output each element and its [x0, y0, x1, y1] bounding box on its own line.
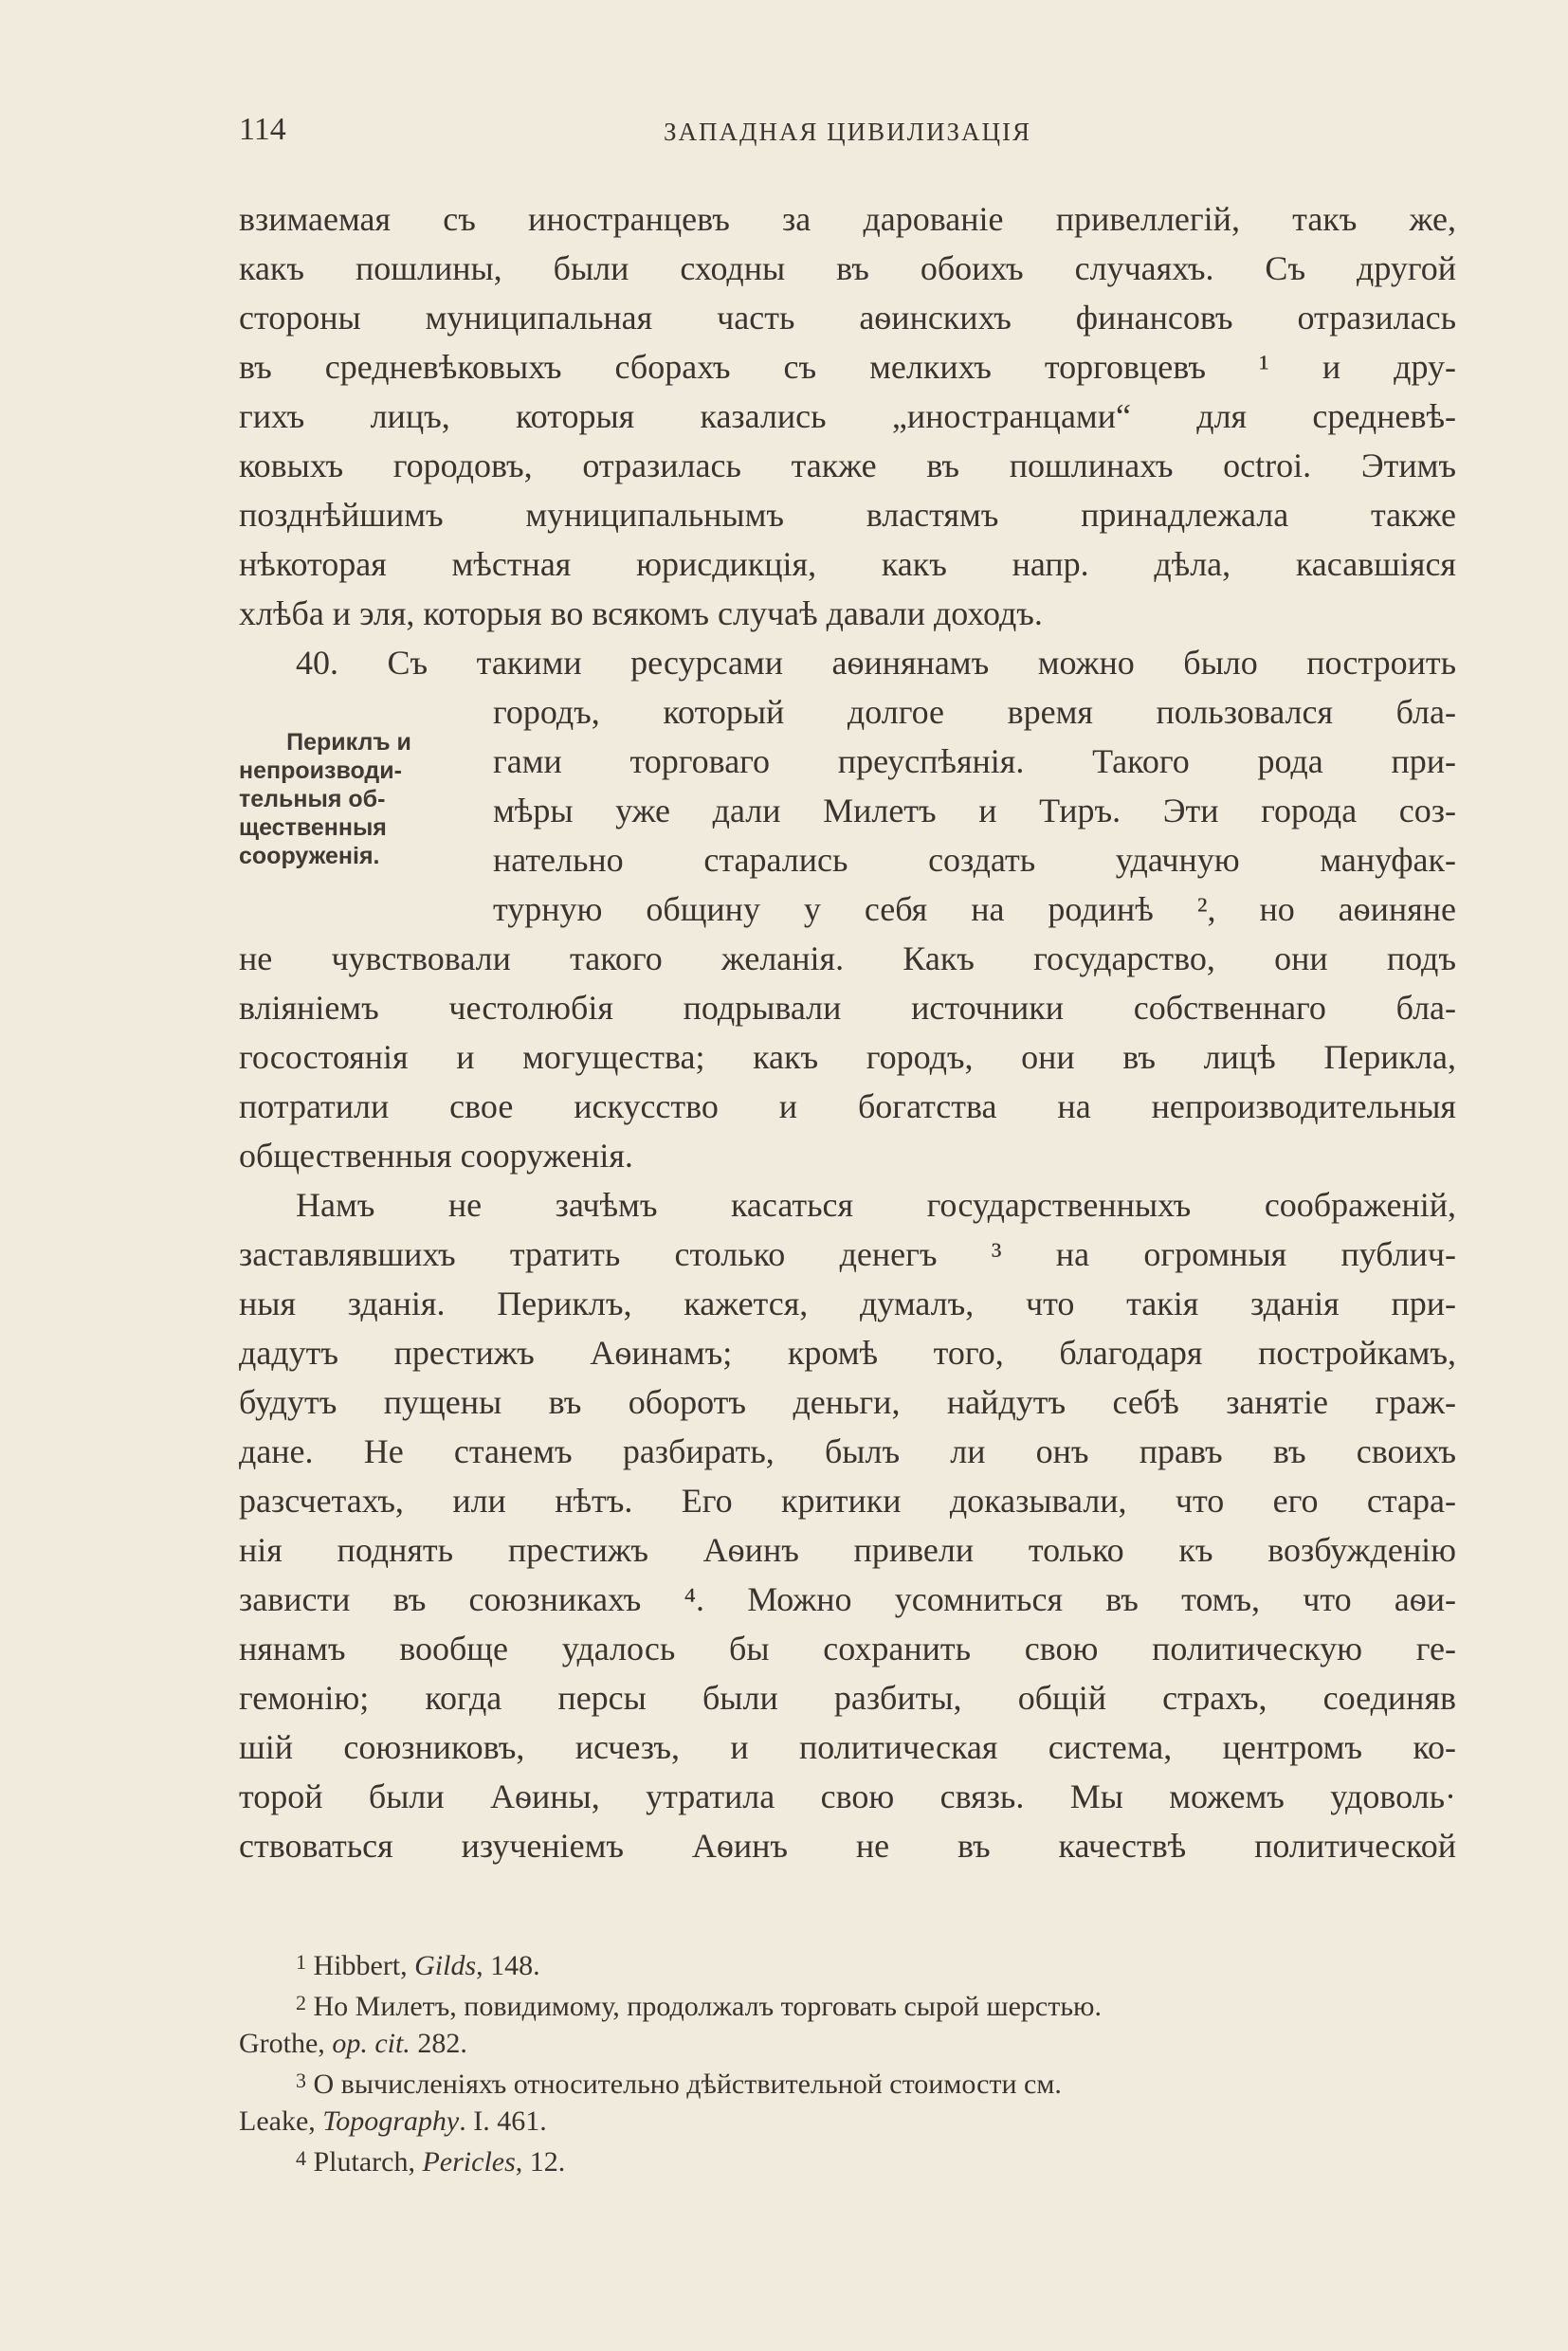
text-line: въ средневѣковыхъ сборахъ съ мелкихъ торговцевъ ¹ и дру- [239, 348, 1456, 386]
text-line: 40. Съ такими ресурсами аѳинянамъ можно было построить [296, 644, 1456, 682]
footnote-2 [239, 1984, 1456, 2062]
footnote-italic: Pericles [422, 2146, 516, 2178]
footnote-3 [239, 2062, 1456, 2140]
footnote-line [239, 2025, 1456, 2062]
margin-note-line: тельныя об- [239, 786, 386, 812]
footnote-line [239, 2062, 1456, 2103]
text-line: не чувствовали такого желанія. Какъ государство, они подъ [239, 939, 1456, 977]
footnotes [239, 1943, 1456, 2180]
page-number: 114 [239, 112, 286, 147]
footnote-text: Но Милетъ, повидимому, продолжалъ торговать сырой шерстью. [313, 1991, 1102, 2022]
footnote-text: О вычисленіяхъ относительно дѣйствительной стоимости см. [313, 2069, 1062, 2100]
text-line: мѣры уже дали Милетъ и Тиръ. Эти города соз- [493, 792, 1456, 829]
text-line: ковыхъ городовъ, отразилась также въ пошлинахъ octroi. Этимъ [239, 447, 1456, 484]
footnote-marker: 2 [296, 1991, 306, 2014]
footnote-text: Hibbert, [313, 1950, 415, 1981]
margin-note-line: Периклъ и [286, 729, 411, 756]
text-line: нянамъ вообще удалось бы сохранить свою политическую ге- [239, 1630, 1456, 1668]
text-line: ныя зданія. Периклъ, кажется, думалъ, что такія зданія при- [239, 1285, 1456, 1322]
text-line: зависти въ союзникахъ ⁴. Можно усомниться въ томъ, что аѳи- [239, 1580, 1456, 1618]
paragraph-1 [239, 194, 1456, 638]
page-header [239, 112, 1456, 159]
text-line: нѣкоторая мѣстная юрисдикція, какъ напр. дѣла, касавшіяся [239, 545, 1456, 583]
text-line: дане. Не станемъ разбирать, былъ ли онъ правъ въ своихъ [239, 1432, 1456, 1470]
footnote-line [239, 1984, 1456, 2025]
text-line: дадутъ престижъ Аѳинамъ; кромѣ того, благодаря постройкамъ, [239, 1334, 1456, 1372]
text-line: заставлявшихъ тратить столько денегъ ³ на огромныя публич- [239, 1235, 1456, 1273]
text-line: вліяніемъ честолюбія подрывали источники собственнаго бла- [239, 989, 1456, 1027]
text-line: гами торговаго преуспѣянія. Такого рода при- [493, 742, 1456, 780]
footnote-marker: 1 [296, 1950, 306, 1974]
running-title: ЗАПАДНАЯ ЦИВИЛИЗАЦІЯ [663, 118, 1032, 146]
footnote-text: , 148. [476, 1950, 540, 1981]
paragraph-2 [239, 638, 1456, 1180]
text-line: гихъ лицъ, которыя казались „иностранцами“ для средневѣ- [239, 397, 1456, 435]
text-line: нія поднять престижъ Аѳинъ привели только къ возбужденію [239, 1531, 1456, 1569]
footnote-italic: Gilds [414, 1950, 477, 1981]
text-line: будутъ пущены въ оборотъ деньги, найдутъ себѣ занятіе граж- [239, 1383, 1456, 1421]
text-line: торой были Аѳины, утратила свою связь. Мы можемъ удоволь· [239, 1777, 1456, 1815]
paragraph-3 [239, 1180, 1456, 1870]
margin-note-line: сооруженія. [239, 843, 380, 869]
footnote-text: , 12. [515, 2146, 566, 2178]
footnote-line [239, 1943, 1456, 1984]
text-line: какъ пошлины, были сходны въ обоихъ случаяхъ. Съ другой [239, 249, 1456, 287]
text-line: позднѣйшимъ муниципальнымъ властямъ принадлежала также [239, 496, 1456, 534]
footnote-text: Leake, [239, 2105, 323, 2137]
footnote-4 [239, 2140, 1456, 2180]
margin-note-line: щественныя [239, 814, 387, 841]
text-line: общественныя сооруженія. [239, 1137, 633, 1175]
footnote-text: Grothe, [239, 2028, 333, 2059]
text-line: городъ, который долгое время пользовался бла- [493, 693, 1456, 731]
footnote-marker: 3 [296, 2069, 306, 2092]
footnote-italic: Topography [322, 2105, 460, 2137]
text-line: Намъ не зачѣмъ касаться государственныхъ соображеній, [296, 1186, 1456, 1224]
footnote-line [239, 2140, 1456, 2180]
text-line: стороны муниципальная часть аѳинскихъ финансовъ отразилась [239, 299, 1456, 337]
text-line: хлѣба и эля, которыя во всякомъ случаѣ давали доходъ. [239, 594, 1043, 632]
footnote-text: . I. 461. [459, 2105, 547, 2137]
footnote-marker: 4 [296, 2146, 306, 2170]
text-line: турную общину у себя на родинѣ ², но аѳиняне [493, 890, 1456, 928]
text-line: потратили свое искусство и богатства на непроизводительныя [239, 1087, 1456, 1125]
text-line: разсчетахъ, или нѣтъ. Его критики доказывали, что его стара- [239, 1482, 1456, 1520]
footnote-line [239, 2103, 1456, 2140]
text-line: ствоваться изученіемъ Аѳинъ не въ качествѣ политической [239, 1827, 1456, 1865]
footnote-1 [239, 1943, 1456, 1984]
margin-note-line: непроизводи- [239, 757, 402, 784]
footnote-italic: op. cit. [332, 2028, 410, 2059]
text-line: взимаемая съ иностранцевъ за дарованіе привеллегій, такъ же, [239, 200, 1456, 238]
text-line: нательно старались создать удачную мануфак- [493, 841, 1456, 879]
text-line: госостоянія и могущества; какъ городъ, они въ лицѣ Перикла, [239, 1038, 1456, 1076]
footnote-text: Plutarch, [313, 2146, 423, 2178]
text-line: гемонію; когда персы были разбиты, общій страхъ, соединяв [239, 1679, 1456, 1717]
footnote-text: 282. [410, 2028, 467, 2059]
text-line: шій союзниковъ, исчезъ, и политическая система, центромъ ко- [239, 1728, 1456, 1766]
main-text [239, 194, 1456, 1870]
